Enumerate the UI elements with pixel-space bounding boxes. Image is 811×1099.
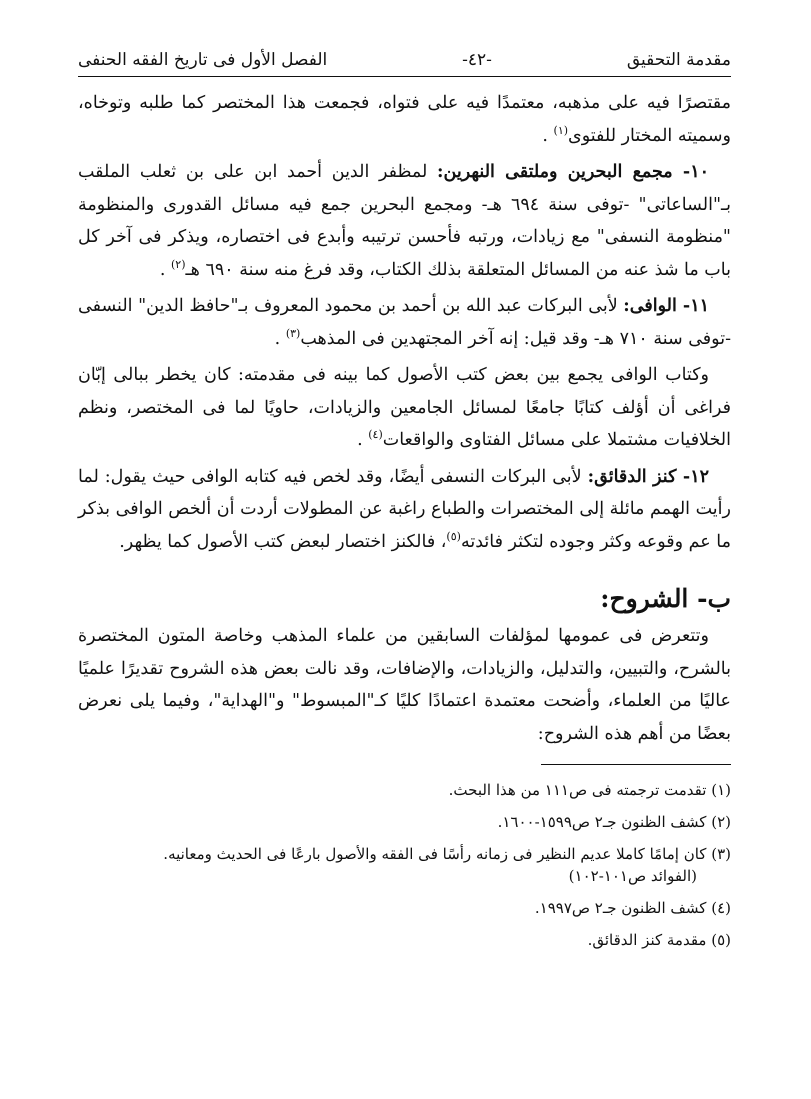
book-page: [78, 50, 731, 961]
entry-title-11: ١١- الوافى:: [623, 296, 709, 316]
footnote-ref-3: (٣): [285, 326, 301, 340]
paragraph-shuruh-intro: وتتعرض فى عمومها لمؤلفات السابقين من علماء المذهب وخاصة المتون المختصرة بالشرح، والتبيين، والتدليل، والزيادات، والإضافات، وقد نالت بعض هذه الشروح تقديرًا علميًا عاليًا من العلماء، وأضحت معتمدة اعتمادًا كليًا كـ"المبسوط" و"الهداية"، وفيما يلى نعرض بعضًا من أهم هذه الشروح:: [78, 626, 731, 744]
footnotes-list: [78, 779, 731, 951]
footnote-3: (٣) كان إمامًا كاملا عديم النظير فى زمانه رأسًا فى الفقه والأصول بارعًا فى الحديث ومعانيه. (الفوائد ص١٠١-١٠٢): [78, 843, 731, 887]
footnote-ref-4: (٤): [368, 428, 383, 442]
footnote-3-source: (الفوائد ص١٠١-١٠٢): [568, 867, 697, 885]
footnote-1: (١) تقدمت ترجمته فى ص١١١ من هذا البحث.: [448, 781, 731, 799]
entry-title-12: ١٢- كنز الدقائق:: [587, 466, 710, 487]
entry-majma-al-bahrain: ١٠- مجمع البحرين وملتقى النهرين: لمظفر الدين أحمد ابن على بن ثعلب الملقب بـ"الساعاتى" -توفى سنة ٦٩٤ هـ- ومجمع البحرين جمع فيه مسائل القدورى والمنظومة "منظومة النسفى" مع زيادات، ورتبه فأحسن ترتيبه وأبدع فى اختصاره، ويذكر فى آخر كل باب ما شذ عنه من المسائل المتعلقة بذلك الكتاب، وقد فرغ منه سنة ٦٩٠ هـ$^{(٢)}$ .: [78, 162, 731, 280]
footnote-ref-2: (٢): [171, 257, 186, 271]
main-text: [78, 87, 731, 750]
footnote-ref-5: (٥): [446, 529, 461, 543]
section-heading-shuruh: ب- الشروح:: [600, 584, 731, 613]
footnote-4: (٤) كشف الظنون جـ٢ ص١٩٩٧.: [534, 899, 731, 917]
entry-title-10: ١٠- مجمع البحرين وملتقى النهرين:: [437, 162, 709, 182]
entry-kanz-al-daqaiq: ١٢- كنز الدقائق: لأبى البركات النسفى أيضًا، وقد لخص فيه كتابه الوافى حيث يقول: لما رأيت الهمم مائلة إلى المختصرات والطباع راغبة عن المطولات أردت أن ألخص الوافى بذكر ما عم وقوعه وكثر وجوده لتكثر فائدته$^{(٥)}$، فالكنز اختصار لبعض كتب الأصول كما يظهر.: [78, 466, 731, 552]
footnote-5: (٥) مقدمة كنز الدقائق.: [587, 931, 731, 949]
paragraph-wafi-description: وكتاب الوافى يجمع بين بعض كتب الأصول كما بينه فى مقدمته: كان يخطر ببالى إبّان فراغى أن أؤلف كتابًا جامعًا لمسائل الجامعين والزيادات، حاويًا لما فى المختصر، ونظم الخلافيات مشتملا على مسائل الفتاوى والواقعات$^{(٤)}$ .: [78, 365, 731, 450]
header-section-title: مقدمة التحقيق: [626, 50, 731, 70]
entry-al-wafi: ١١- الوافى: لأبى البركات عبد الله بن أحمد بن محمود المعروف بـ"حافظ الدين" النسفى -توفى سنة ٧١٠ هـ- وقد قيل: إنه آخر المجتهدين فى المذهب$^{(٣)}$ .: [78, 296, 731, 349]
paragraph-1: مقتصرًا فيه على مذهبه، معتمدًا فيه على فتواه، فجمعت هذا المختصر كما طلبه وتوخاه، وسميته المختار للفتوى$^{(١)}$ .: [78, 93, 731, 146]
footnote-2: (٢) كشف الظنون جـ٢ ص١٥٩٩-١٦٠٠.: [497, 813, 731, 831]
header-chapter-title: الفصل الأول فى تاريخ الفقه الحنفى: [78, 50, 328, 70]
footnote-separator: [541, 764, 731, 765]
page-number: -٤٢-: [462, 50, 492, 70]
footnote-ref-1: (١): [553, 123, 569, 137]
running-header: [78, 50, 731, 77]
